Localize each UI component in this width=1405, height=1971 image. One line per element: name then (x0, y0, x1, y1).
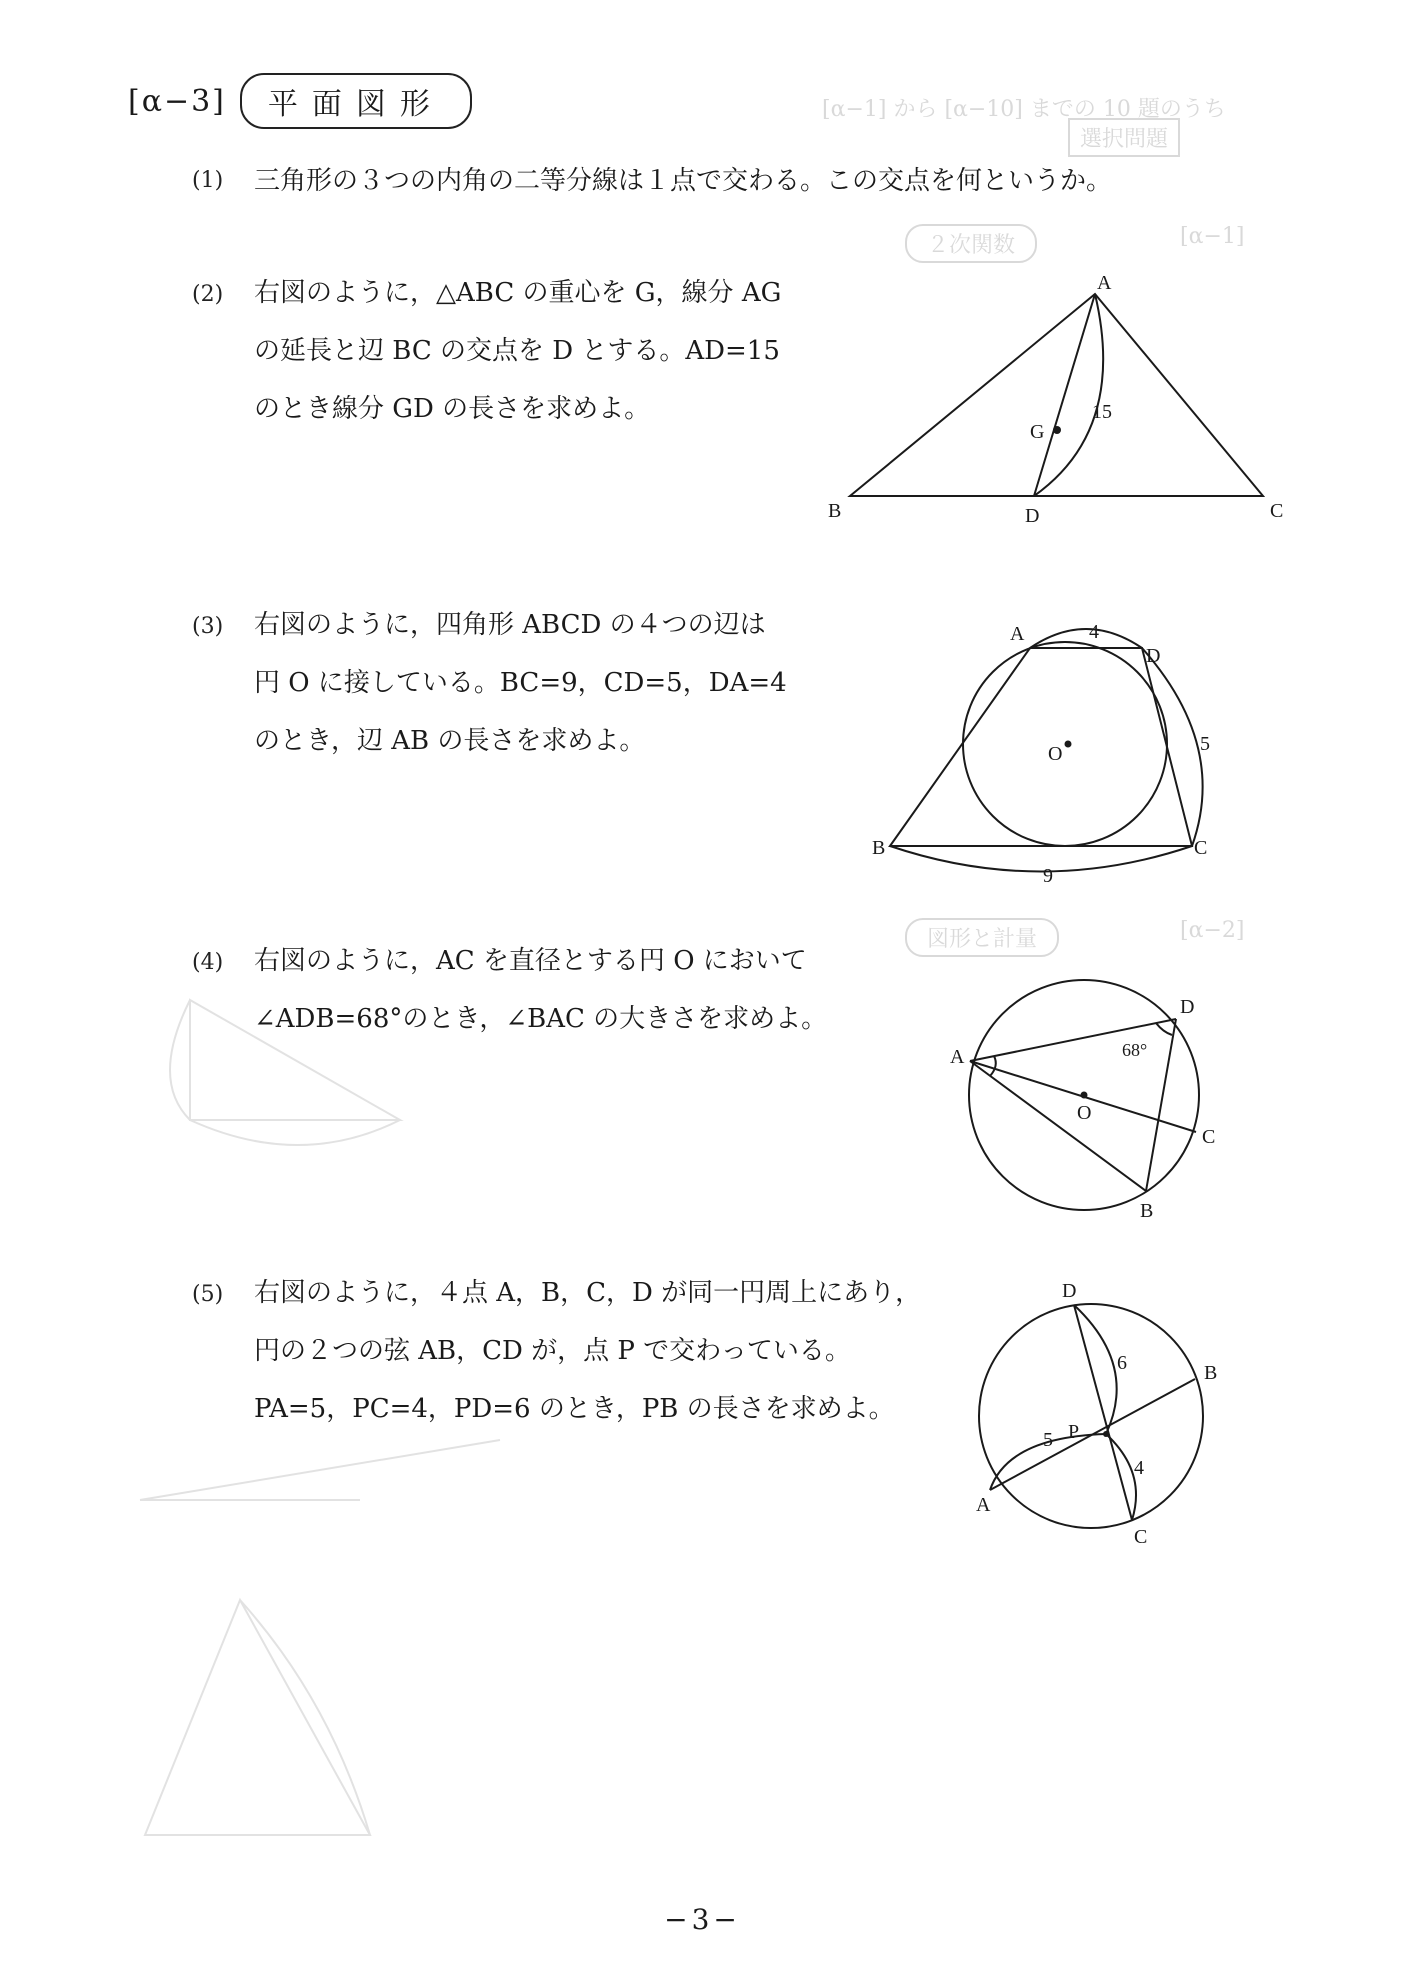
question-number: (5) (192, 1282, 224, 1307)
figure-q3 (860, 610, 1240, 900)
length-arc-pd (1074, 1305, 1117, 1434)
question-text: の延長と辺 BC の交点を D とする。AD=15 (254, 336, 780, 366)
length-label: 5 (1200, 733, 1210, 755)
intersection-point (1103, 1431, 1109, 1437)
question-text: のとき線分 GD の長さを求めよ。 (254, 394, 651, 424)
figure-q5 (950, 1275, 1240, 1555)
label-d: D (1180, 996, 1195, 1018)
bleed-through-text: [α−1] から [α−10] までの 10 題のうち (822, 97, 1226, 122)
length-arc (1142, 648, 1203, 846)
question-text: 円 O に接している。BC=9，CD=5，DA=4 (254, 668, 787, 698)
label-a: A (1010, 623, 1025, 645)
length-label: 9 (1043, 865, 1053, 887)
chord-db (1146, 1019, 1176, 1191)
label-p: P (1068, 1421, 1080, 1443)
bleed-through-text: [α−1] (1180, 224, 1245, 249)
question-text: 三角形の３つの内角の二等分線は１点で交わる。この交点を何というか。 (254, 166, 1113, 196)
question-text: 右図のように，△ABC の重心を G，線分 AG (254, 278, 782, 308)
quadrilateral-abcd (890, 648, 1192, 846)
figure-q4 (950, 985, 1250, 1230)
label-g: G (1030, 421, 1045, 443)
length-label: 5 (1043, 1429, 1053, 1451)
circle (979, 1304, 1203, 1528)
angle-mark-a (990, 1056, 996, 1076)
length-label: 15 (1092, 401, 1112, 423)
chord-ab (970, 1061, 1146, 1191)
triangle-abc (850, 294, 1263, 496)
bleed-through-text: 図形と計量 (905, 918, 1059, 957)
length-arc (890, 846, 1192, 872)
label-o: O (1048, 743, 1063, 765)
label-c: C (1134, 1526, 1148, 1548)
label-c: C (1194, 837, 1208, 859)
question-number: (2) (192, 282, 224, 307)
bleed-through-text: [α−2] (1180, 918, 1245, 943)
label-d: D (1025, 505, 1040, 527)
label-o: O (1077, 1102, 1092, 1124)
length-label: 4 (1089, 621, 1099, 643)
question-text: 右図のように，４点 A，B，C，D が同一円周上にあり， (254, 1278, 922, 1308)
length-arc (1034, 294, 1103, 496)
question-number: (3) (192, 614, 224, 639)
bleed-through-text: 選択問題 (1068, 118, 1180, 157)
question-number: (4) (192, 950, 224, 975)
bleed-through-text: ２次関数 (905, 224, 1037, 263)
label-a: A (976, 1494, 991, 1516)
question-text: PA=5，PC=4，PD=6 のとき，PB の長さを求めよ。 (254, 1394, 895, 1424)
question-text: のとき，辺 AB の長さを求めよ。 (254, 726, 646, 756)
question-number: (1) (192, 168, 224, 193)
centroid-point (1053, 426, 1061, 434)
page-number: −3− (664, 1903, 741, 1936)
label-c: C (1270, 500, 1284, 522)
center-point (1081, 1092, 1088, 1099)
section-title: 平面図形 (240, 73, 472, 129)
center-point (1065, 741, 1072, 748)
label-b: B (828, 500, 842, 522)
figure-q2 (820, 260, 1300, 540)
length-label: 4 (1134, 1457, 1144, 1479)
label-b: B (1204, 1362, 1218, 1384)
angle-label: 68° (1122, 1040, 1148, 1060)
label-b: B (1140, 1200, 1154, 1222)
question-text: 右図のように，AC を直径とする円 O において (254, 946, 807, 976)
question-text: 円の２つの弦 AB，CD が，点 P で交わっている。 (254, 1336, 851, 1366)
length-label: 6 (1117, 1352, 1127, 1374)
label-a: A (1097, 272, 1112, 294)
median-ad (1034, 294, 1095, 496)
question-text: ∠ADB=68°のとき，∠BAC の大きさを求めよ。 (254, 1004, 828, 1034)
label-d: D (1062, 1280, 1077, 1302)
angle-mark-d (1156, 1023, 1172, 1035)
label-a: A (950, 1046, 965, 1068)
section-code: [α−3] (128, 83, 226, 119)
chord-cd (1074, 1305, 1132, 1520)
label-d: D (1146, 645, 1161, 667)
question-text: 右図のように，四角形 ABCD の４つの辺は (254, 610, 766, 640)
label-c: C (1202, 1126, 1216, 1148)
section-header (128, 78, 472, 124)
label-b: B (872, 837, 886, 859)
